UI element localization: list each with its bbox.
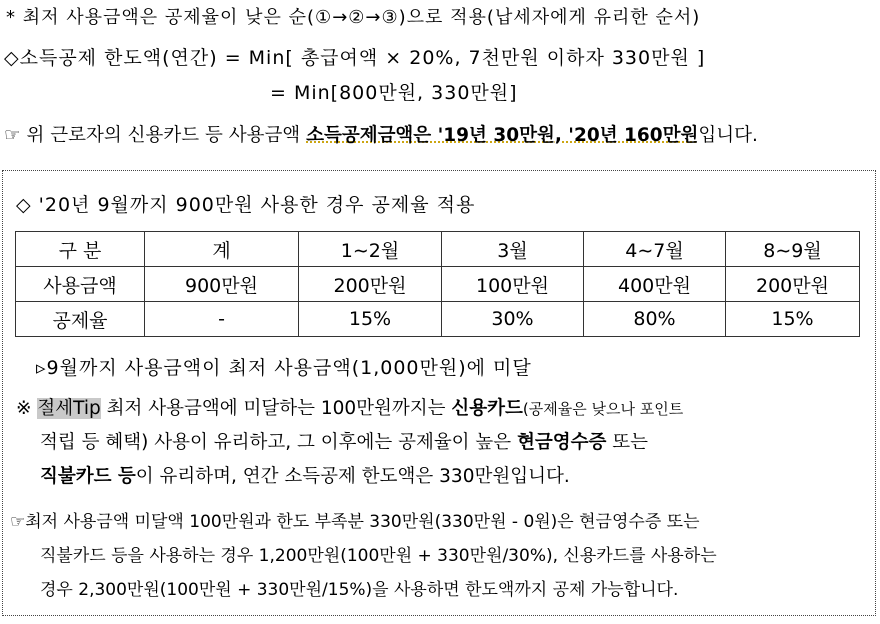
tip-line-1 [16,397,683,421]
table-cell: 400만원 [584,267,726,302]
tip-cash-receipt: 현금영수증 [517,432,607,453]
table-header-cell: 3월 [442,232,584,267]
table-header-cell: 계 [145,232,299,267]
table-cell: 15% [299,302,442,337]
deduction-limit-formula: ◇소득공제 한도액(연간) = Min[ 총급여액 × 20%, 7천만원 이하자 330만원 ] [4,47,706,69]
tip-line-3 [40,465,570,489]
tip-text: 적립 등 혜택) 사용이 유리하고, 그 이후에는 공제율이 높은 [40,432,518,453]
summary-prefix: ☞ 위 근로자의 신용카드 등 사용금액 [4,125,307,146]
tip-debit-card: 직불카드 등 [40,466,136,487]
table-cell: 15% [726,302,860,337]
table-cell: 200만원 [726,267,860,302]
example-line-3: 경우 2,300만원(100만원 + 330만원/15%)을 사용하면 한도액까지 공제 가능합니다. [40,580,679,600]
summary-suffix: 입니다. [698,125,758,146]
tip-credit-card: 신용카드 [451,398,523,419]
example-line-2: 직불카드 등을 사용하는 경우 1,200만원(100만원 + 330만원/30%), 신용카드를 사용하는 [40,546,717,566]
table-row [16,302,860,337]
table-row [16,267,860,302]
not-reached-note: ▹9월까지 사용금액이 최저 사용금액(1,000만원)에 미달 [36,357,532,379]
reference-mark: ※ [16,398,32,419]
tip-text: 최저 사용금액에 미달하는 100만원까지는 [100,398,452,419]
summary-line [4,124,758,148]
deduction-rate-table [15,231,860,337]
tip-text: 또는 [606,432,649,453]
deduction-limit-result: = Min[800만원, 330만원] [270,82,518,104]
tip-text: (공제율은 낮으나 포인트 [522,400,684,418]
tip-text: 이 유리하며, 연간 소득공제 한도액은 330만원입니다. [135,466,570,487]
table-cell: - [145,302,299,337]
table-cell: 200만원 [299,267,442,302]
table-cell: 100만원 [442,267,584,302]
tip-line-2 [40,431,648,455]
table-header-cell: 8∼9월 [726,232,860,267]
table-header-cell: 1∼2월 [299,232,442,267]
note-min-usage-order: * 최저 사용금액은 공제율이 낮은 순(①→②→③)으로 적용(납세자에게 유리한 순서) [6,7,701,28]
table-cell: 80% [584,302,726,337]
table-header-cell: 4∼7월 [584,232,726,267]
example-line-1: ☞최저 사용금액 미달액 100만원과 한도 부족분 330만원(330만원 - 0원)은 현금영수증 또는 [10,512,700,532]
table-cell: 30% [442,302,584,337]
table-header-row [16,232,860,267]
tax-tip-label: 절세Tip [37,398,101,419]
box-heading: ◇ '20년 9월까지 900만원 사용한 경우 공제율 적용 [16,194,476,216]
table-cell: 900만원 [145,267,299,302]
summary-deduction-amount: 소득공제금액은 '19년 30만원, '20년 160만원 [306,125,699,146]
table-header-cell: 구 분 [16,232,145,267]
table-cell: 공제율 [16,302,145,337]
table-cell: 사용금액 [16,267,145,302]
